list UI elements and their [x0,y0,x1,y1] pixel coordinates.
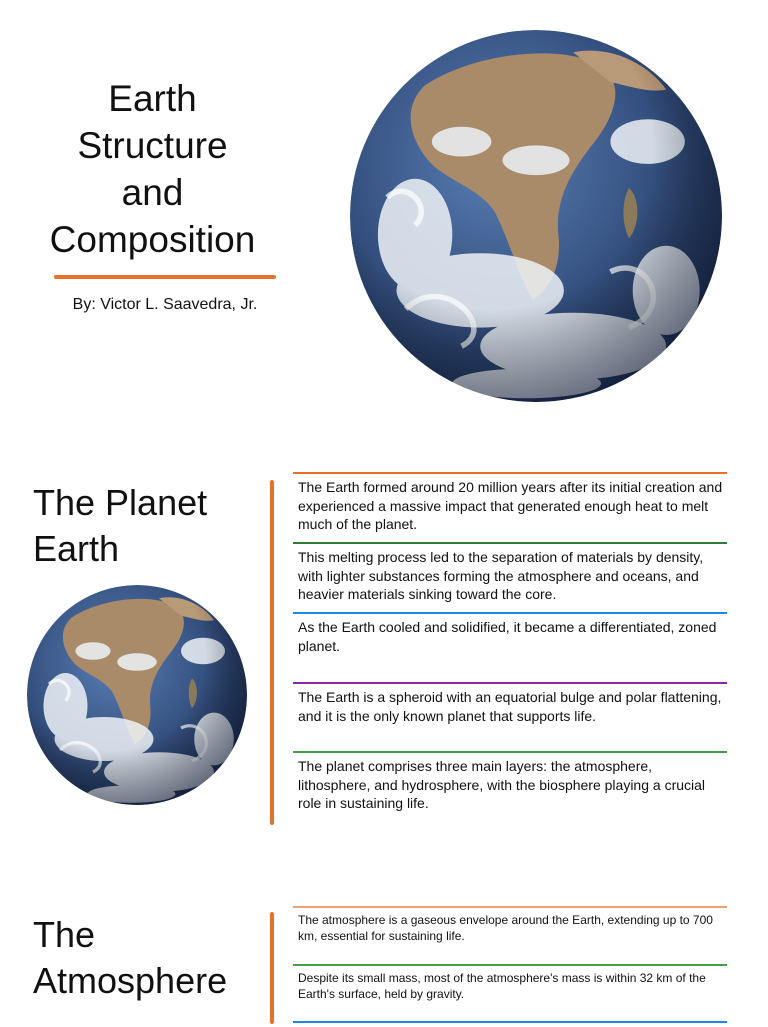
title-underline [54,275,276,279]
title-line: Composition [49,219,256,260]
bullet-text: As the Earth cooled and solidified, it became a differentiated, zoned planet. [298,619,717,654]
bullet-block [293,472,727,534]
atmosphere-heading [33,912,273,1004]
title-line: Structure [77,125,228,166]
bullet-text: This melting process led to the separation of materials by density, with lighter substances forming the atmosphere and oceans, and heavier materials sinking toward the core. [298,549,704,602]
bullet-text: The Earth is a spheroid with an equatorial bulge and polar flattening, and it is the only known planet that supports life. [298,689,722,724]
bullet-block [293,751,727,813]
title-line: and [121,172,184,213]
planet-earth-heading [33,480,263,572]
bullet-block [293,612,727,655]
heading-line: Earth [33,528,120,569]
bullet-text: The atmosphere is a gaseous envelope around the Earth, extending up to 700 km, essential for sustaining life. [298,913,713,943]
bullet-text: The planet comprises three main layers: the atmosphere, lithosphere, and hydrosphere, with the biosphere playing a crucial role in sustaining life. [298,758,706,811]
heading-line: The Planet [33,482,208,523]
title-slide-heading [20,75,285,263]
bullet-block [293,542,727,604]
bullet-text: Despite its small mass, most of the atmosphere's mass is within 32 km of the Earth's surface, held by gravity. [298,971,706,1001]
author-byline: By: Victor L. Saavedra, Jr. [72,296,258,313]
bullet-block [293,906,727,944]
section-divider-bar [270,480,274,825]
bullet-text: The Earth formed around 20 million years after its initial creation and experienced a massive impact that generated enough heat to melt much of the planet. [298,479,723,532]
earth-globe-image [27,585,247,805]
bullet-block [293,964,727,1002]
heading-line: The [33,914,96,955]
section-divider-bar [270,912,274,1024]
title-line: Earth [108,78,197,119]
bullet-block [293,682,727,725]
bullet-block [293,1021,727,1027]
heading-line: Atmosphere [33,960,228,1001]
earth-globe-image [350,30,722,402]
